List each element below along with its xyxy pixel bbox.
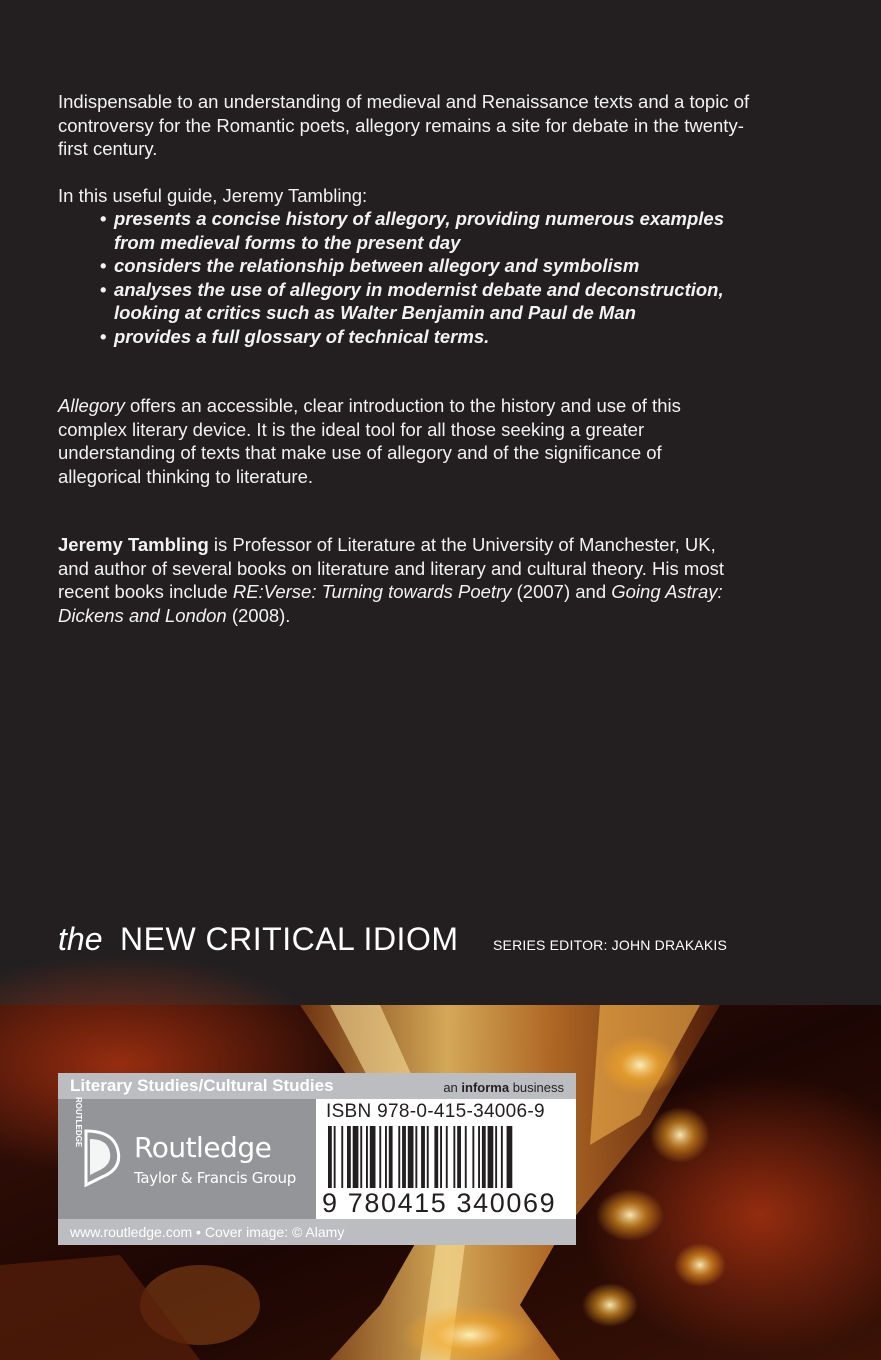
barcode-bar — [434, 1126, 438, 1188]
barcode-bar — [389, 1126, 393, 1188]
bullet-item: • provides a full glossary of technical terms. — [100, 325, 490, 347]
barcode-bar — [472, 1126, 474, 1188]
barcode-bar — [379, 1126, 381, 1188]
book-title: RE:Verse: Turning towards Poetry — [232, 581, 512, 602]
barcode-bar — [457, 1126, 461, 1188]
barcode-bar — [398, 1126, 400, 1188]
barcode-bar — [347, 1126, 351, 1188]
info-footer-bar — [58, 1219, 576, 1245]
barcode-bar — [427, 1126, 429, 1188]
bullet-item: • analyses the use of allegory in modernist debate and deconstruction, looking at critics such as Walter Benjamin and Paul de Man — [100, 278, 724, 323]
barcode-bar — [370, 1126, 376, 1188]
barcode-bar — [495, 1126, 497, 1188]
series-editor: SERIES EDITOR: JOHN DRAKAKIS — [493, 937, 728, 953]
website-credit: www.routledge.com • Cover image: © Alamy — [70, 1224, 345, 1240]
allegory-paragraph: Allegory offers an accessible, clear introduction to the history and use of this complex literary device. It is the ideal tool for all those seeking a greater understanding of texts that make use of allegory and of the significance of allegorical thinking to literature. — [58, 395, 681, 487]
barcode-bar — [366, 1126, 368, 1188]
barcode-bar — [465, 1126, 467, 1188]
isbn-label: ISBN 978-0-415-34006-9 — [326, 1101, 545, 1122]
barcode-bar — [408, 1126, 414, 1188]
informa-label: an informa business — [443, 1080, 564, 1095]
isbn-barcode — [316, 1099, 576, 1219]
barcode-bar — [482, 1126, 486, 1188]
bullet-icon: • — [100, 255, 107, 276]
barcode-bar — [415, 1126, 417, 1188]
intro-paragraph: Indispensable to an understanding of medieval and Renaissance texts and a topic of controversy for the Romantic poets, allegory remains a site for debate in the twenty-first century. — [58, 91, 750, 159]
barcode-bar — [353, 1126, 359, 1188]
bullet-item: • presents a concise history of allegory, providing numerous examples from medieval forms to the present day — [100, 208, 724, 253]
publisher-group: Taylor & Francis Group — [134, 1169, 296, 1187]
barcode-bar — [421, 1126, 425, 1188]
bullet-icon: • — [100, 278, 107, 300]
barcode-bar — [360, 1126, 362, 1188]
guide-lead: In this useful guide, Jeremy Tambling: — [58, 185, 368, 206]
routledge-logo-icon — [74, 1097, 124, 1193]
book-title: Allegory — [58, 395, 125, 416]
barcode-bar — [507, 1126, 513, 1188]
barcode-bar — [501, 1126, 503, 1188]
info-body — [58, 1099, 576, 1219]
publisher-info-box — [58, 1073, 576, 1245]
barcode-bar — [341, 1126, 343, 1188]
subject-category: Literary Studies/Cultural Studies — [70, 1076, 334, 1095]
book-title: Going Astray: Dickens and London — [58, 581, 723, 626]
barcode-bar — [328, 1126, 332, 1188]
author-name: Jeremy Tambling — [58, 534, 209, 555]
publisher-logo — [74, 1097, 320, 1197]
barcode-bar — [478, 1126, 480, 1188]
barcode-bar — [488, 1126, 494, 1188]
bullet-icon: • — [100, 325, 107, 347]
barcode-bar — [440, 1126, 442, 1188]
series-the: the — [58, 921, 103, 957]
barcode-bar — [402, 1126, 406, 1188]
bullet-list — [100, 207, 760, 348]
publisher-name: Routledge — [134, 1131, 272, 1164]
author-bio: Jeremy Tambling is Professor of Literature at the University of Manchester, UK, and author of several books on literature and literary and cultural theory. His most recent books include RE:Verse: Turning towards Poetry (2007) and Going Astray: Dickens and London (2008). — [58, 534, 724, 626]
series-name: NEW CRITICAL IDIOM — [120, 921, 459, 957]
barcode-bar — [453, 1126, 455, 1188]
barcode-bar — [446, 1126, 448, 1188]
barcode-digits: 9 780415 340069 — [322, 1188, 557, 1218]
logo-lettering: ROUTLEDGE — [74, 1097, 83, 1148]
info-header-bar — [58, 1073, 576, 1099]
barcode-icon — [328, 1126, 564, 1188]
bullet-item: • considers the relationship between allegory and symbolism — [100, 255, 640, 276]
barcode-bar — [385, 1126, 387, 1188]
bullet-icon: • — [100, 208, 107, 229]
barcode-bar — [334, 1126, 336, 1188]
